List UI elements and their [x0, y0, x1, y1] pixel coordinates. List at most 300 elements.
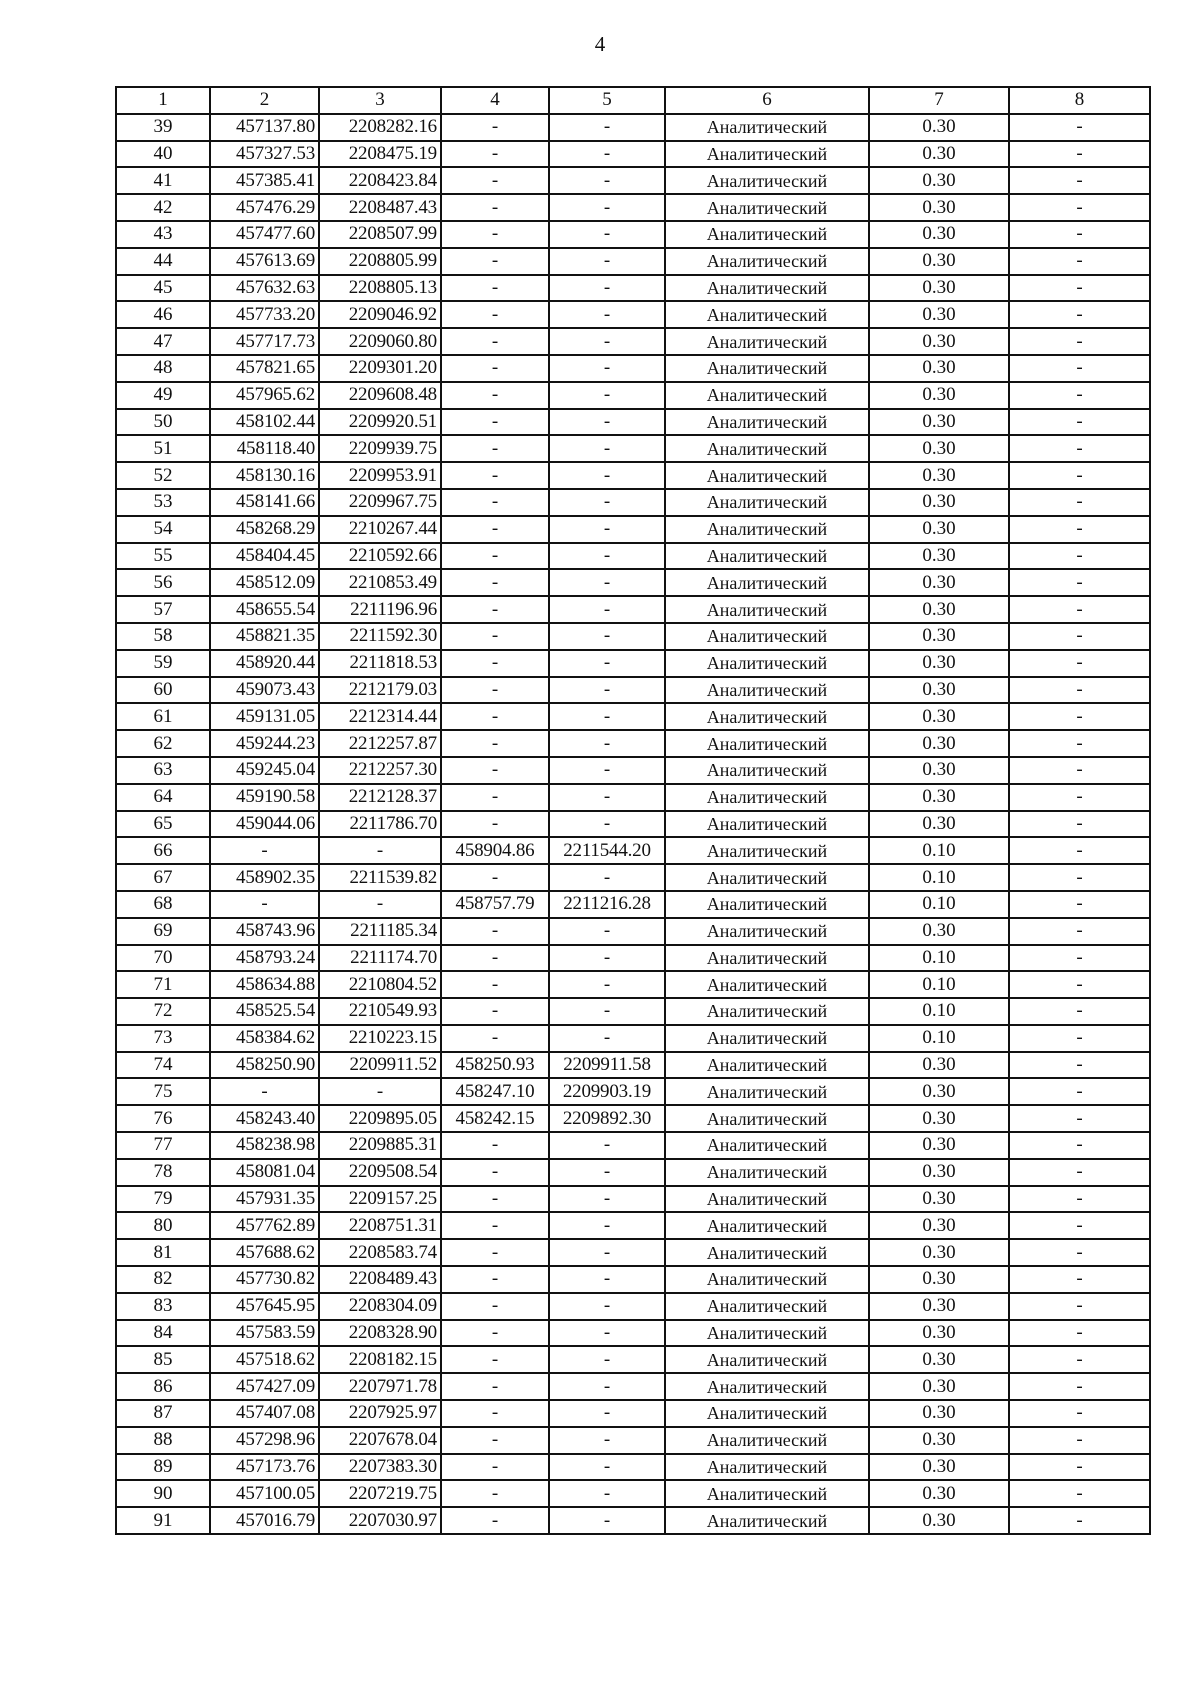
cell-method: Аналитический: [665, 1212, 869, 1239]
cell-y-coordinate: -: [319, 837, 441, 864]
cell-method: Аналитический: [665, 596, 869, 623]
cell-y-coordinate: 2208328.90: [319, 1320, 441, 1347]
cell-x-new-coordinate: 458904.86: [441, 837, 549, 864]
cell-point-number: 75: [116, 1078, 210, 1105]
cell-note: -: [1009, 543, 1150, 570]
cell-point-number: 84: [116, 1320, 210, 1347]
cell-note: -: [1009, 596, 1150, 623]
cell-method: Аналитический: [665, 1052, 869, 1079]
table-row: [116, 275, 1150, 302]
cell-accuracy: 0.30: [869, 1078, 1009, 1105]
cell-y-coordinate: 2208751.31: [319, 1212, 441, 1239]
cell-method: Аналитический: [665, 382, 869, 409]
cell-x-new-coordinate: -: [441, 409, 549, 436]
cell-accuracy: 0.30: [869, 355, 1009, 382]
cell-accuracy: 0.30: [869, 569, 1009, 596]
cell-point-number: 67: [116, 864, 210, 891]
cell-x-new-coordinate: -: [441, 221, 549, 248]
cell-point-number: 56: [116, 569, 210, 596]
cell-note: -: [1009, 1132, 1150, 1159]
cell-point-number: 57: [116, 596, 210, 623]
cell-method: Аналитический: [665, 462, 869, 489]
cell-y-new-coordinate: -: [549, 596, 665, 623]
cell-note: -: [1009, 1480, 1150, 1507]
cell-point-number: 49: [116, 382, 210, 409]
cell-note: -: [1009, 784, 1150, 811]
cell-x-new-coordinate: -: [441, 945, 549, 972]
table-row: [116, 596, 1150, 623]
cell-x-new-coordinate: -: [441, 1373, 549, 1400]
table-row: [116, 569, 1150, 596]
cell-y-new-coordinate: -: [549, 945, 665, 972]
cell-note: -: [1009, 1400, 1150, 1427]
cell-x-coordinate: 457613.69: [210, 248, 319, 275]
cell-x-new-coordinate: -: [441, 730, 549, 757]
table-row: [116, 1427, 1150, 1454]
cell-x-new-coordinate: -: [441, 1480, 549, 1507]
cell-accuracy: 0.30: [869, 730, 1009, 757]
cell-point-number: 41: [116, 167, 210, 194]
table-row: [116, 1025, 1150, 1052]
cell-accuracy: 0.30: [869, 650, 1009, 677]
cell-method: Аналитический: [665, 918, 869, 945]
cell-note: -: [1009, 194, 1150, 221]
cell-y-new-coordinate: -: [549, 971, 665, 998]
cell-accuracy: 0.30: [869, 703, 1009, 730]
table-row: [116, 864, 1150, 891]
header-cell-col-8: 8: [1009, 87, 1150, 114]
cell-method: Аналитический: [665, 167, 869, 194]
cell-x-coordinate: 458238.98: [210, 1132, 319, 1159]
cell-y-new-coordinate: -: [549, 1132, 665, 1159]
cell-note: -: [1009, 1212, 1150, 1239]
cell-x-new-coordinate: -: [441, 1346, 549, 1373]
cell-y-new-coordinate: -: [549, 1373, 665, 1400]
cell-method: Аналитический: [665, 945, 869, 972]
cell-point-number: 45: [116, 275, 210, 302]
cell-x-new-coordinate: -: [441, 1159, 549, 1186]
header-cell-col-6: 6: [665, 87, 869, 114]
cell-method: Аналитический: [665, 1025, 869, 1052]
table-header: [116, 87, 1150, 114]
cell-x-new-coordinate: -: [441, 1239, 549, 1266]
cell-y-coordinate: 2207030.97: [319, 1507, 441, 1534]
cell-accuracy: 0.10: [869, 1025, 1009, 1052]
cell-y-coordinate: 2209911.52: [319, 1052, 441, 1079]
cell-y-coordinate: 2209301.20: [319, 355, 441, 382]
table-row: [116, 462, 1150, 489]
cell-point-number: 79: [116, 1186, 210, 1213]
cell-x-new-coordinate: -: [441, 1025, 549, 1052]
cell-method: Аналитический: [665, 194, 869, 221]
cell-method: Аналитический: [665, 1159, 869, 1186]
cell-y-coordinate: 2208487.43: [319, 194, 441, 221]
cell-y-coordinate: 2212257.87: [319, 730, 441, 757]
cell-y-coordinate: 2211196.96: [319, 596, 441, 623]
cell-y-new-coordinate: -: [549, 677, 665, 704]
table-row: [116, 1400, 1150, 1427]
cell-point-number: 40: [116, 141, 210, 168]
cell-y-new-coordinate: -: [549, 1025, 665, 1052]
cell-point-number: 73: [116, 1025, 210, 1052]
cell-point-number: 58: [116, 623, 210, 650]
cell-x-new-coordinate: -: [441, 301, 549, 328]
cell-x-new-coordinate: -: [441, 703, 549, 730]
cell-accuracy: 0.30: [869, 1239, 1009, 1266]
table-row: [116, 784, 1150, 811]
cell-accuracy: 0.30: [869, 301, 1009, 328]
cell-point-number: 78: [116, 1159, 210, 1186]
cell-note: -: [1009, 1427, 1150, 1454]
cell-note: -: [1009, 864, 1150, 891]
cell-method: Аналитический: [665, 623, 869, 650]
cell-point-number: 61: [116, 703, 210, 730]
cell-point-number: 89: [116, 1454, 210, 1481]
cell-accuracy: 0.10: [869, 945, 1009, 972]
cell-method: Аналитический: [665, 543, 869, 570]
cell-y-new-coordinate: -: [549, 784, 665, 811]
cell-y-coordinate: 2207971.78: [319, 1373, 441, 1400]
cell-accuracy: 0.30: [869, 435, 1009, 462]
cell-method: Аналитический: [665, 1078, 869, 1105]
cell-method: Аналитический: [665, 650, 869, 677]
cell-y-coordinate: 2208507.99: [319, 221, 441, 248]
cell-accuracy: 0.30: [869, 1427, 1009, 1454]
cell-x-new-coordinate: 458757.79: [441, 891, 549, 918]
cell-y-coordinate: 2210592.66: [319, 543, 441, 570]
cell-y-coordinate: 2208583.74: [319, 1239, 441, 1266]
cell-x-new-coordinate: -: [441, 328, 549, 355]
cell-note: -: [1009, 623, 1150, 650]
cell-point-number: 43: [116, 221, 210, 248]
table-row: [116, 1320, 1150, 1347]
cell-point-number: 44: [116, 248, 210, 275]
cell-x-coordinate: 457137.80: [210, 114, 319, 141]
cell-accuracy: 0.30: [869, 623, 1009, 650]
cell-x-new-coordinate: -: [441, 1507, 549, 1534]
cell-point-number: 42: [116, 194, 210, 221]
cell-y-new-coordinate: -: [549, 382, 665, 409]
cell-method: Аналитический: [665, 355, 869, 382]
cell-y-new-coordinate: -: [549, 650, 665, 677]
cell-point-number: 71: [116, 971, 210, 998]
cell-note: -: [1009, 650, 1150, 677]
cell-method: Аналитический: [665, 1454, 869, 1481]
cell-point-number: 80: [116, 1212, 210, 1239]
cell-y-coordinate: 2208475.19: [319, 141, 441, 168]
cell-y-new-coordinate: -: [549, 918, 665, 945]
cell-accuracy: 0.30: [869, 1507, 1009, 1534]
cell-point-number: 66: [116, 837, 210, 864]
table-row: [116, 543, 1150, 570]
cell-x-coordinate: 458655.54: [210, 596, 319, 623]
table-row: [116, 301, 1150, 328]
cell-y-coordinate: 2209157.25: [319, 1186, 441, 1213]
cell-accuracy: 0.10: [869, 864, 1009, 891]
page-number: 4: [594, 32, 606, 56]
cell-method: Аналитический: [665, 677, 869, 704]
cell-accuracy: 0.30: [869, 221, 1009, 248]
cell-note: -: [1009, 1052, 1150, 1079]
cell-y-coordinate: 2212257.30: [319, 757, 441, 784]
cell-note: -: [1009, 355, 1150, 382]
cell-y-coordinate: 2208304.09: [319, 1293, 441, 1320]
cell-method: Аналитический: [665, 1427, 869, 1454]
cell-accuracy: 0.10: [869, 837, 1009, 864]
cell-x-coordinate: 458902.35: [210, 864, 319, 891]
cell-accuracy: 0.30: [869, 462, 1009, 489]
table-body: [116, 114, 1150, 1534]
cell-x-new-coordinate: -: [441, 167, 549, 194]
table-row: [116, 837, 1150, 864]
cell-x-new-coordinate: -: [441, 784, 549, 811]
cell-y-new-coordinate: -: [549, 462, 665, 489]
cell-note: -: [1009, 141, 1150, 168]
cell-y-new-coordinate: -: [549, 221, 665, 248]
table-row: [116, 1212, 1150, 1239]
cell-y-coordinate: 2207219.75: [319, 1480, 441, 1507]
cell-method: Аналитический: [665, 891, 869, 918]
cell-y-coordinate: 2212314.44: [319, 703, 441, 730]
cell-x-new-coordinate: -: [441, 194, 549, 221]
cell-accuracy: 0.30: [869, 811, 1009, 838]
cell-x-coordinate: 458821.35: [210, 623, 319, 650]
cell-note: -: [1009, 489, 1150, 516]
cell-note: -: [1009, 971, 1150, 998]
table-row: [116, 1052, 1150, 1079]
cell-method: Аналитический: [665, 1239, 869, 1266]
cell-x-new-coordinate: -: [441, 248, 549, 275]
cell-note: -: [1009, 435, 1150, 462]
cell-accuracy: 0.30: [869, 409, 1009, 436]
cell-point-number: 55: [116, 543, 210, 570]
table-row: [116, 703, 1150, 730]
cell-y-coordinate: 2211786.70: [319, 811, 441, 838]
cell-x-coordinate: 458404.45: [210, 543, 319, 570]
cell-point-number: 77: [116, 1132, 210, 1159]
cell-point-number: 47: [116, 328, 210, 355]
cell-y-new-coordinate: -: [549, 811, 665, 838]
cell-y-coordinate: 2210804.52: [319, 971, 441, 998]
cell-x-new-coordinate: -: [441, 1293, 549, 1320]
cell-y-new-coordinate: -: [549, 355, 665, 382]
cell-method: Аналитический: [665, 971, 869, 998]
cell-y-coordinate: 2209939.75: [319, 435, 441, 462]
cell-accuracy: 0.30: [869, 543, 1009, 570]
cell-y-new-coordinate: -: [549, 1507, 665, 1534]
cell-note: -: [1009, 1507, 1150, 1534]
cell-point-number: 87: [116, 1400, 210, 1427]
cell-note: -: [1009, 328, 1150, 355]
cell-method: Аналитический: [665, 1507, 869, 1534]
cell-x-new-coordinate: -: [441, 677, 549, 704]
cell-method: Аналитический: [665, 1105, 869, 1132]
cell-y-new-coordinate: -: [549, 167, 665, 194]
cell-y-new-coordinate: -: [549, 194, 665, 221]
table-row: [116, 221, 1150, 248]
cell-method: Аналитический: [665, 114, 869, 141]
cell-y-new-coordinate: -: [549, 1320, 665, 1347]
cell-accuracy: 0.30: [869, 1293, 1009, 1320]
cell-y-coordinate: 2208489.43: [319, 1266, 441, 1293]
cell-x-new-coordinate: -: [441, 1454, 549, 1481]
cell-note: -: [1009, 730, 1150, 757]
cell-point-number: 69: [116, 918, 210, 945]
cell-accuracy: 0.30: [869, 114, 1009, 141]
cell-accuracy: 0.30: [869, 248, 1009, 275]
cell-method: Аналитический: [665, 1266, 869, 1293]
header-cell-col-4: 4: [441, 87, 549, 114]
cell-x-new-coordinate: 458247.10: [441, 1078, 549, 1105]
cell-accuracy: 0.30: [869, 1186, 1009, 1213]
table-row: [116, 1293, 1150, 1320]
cell-x-coordinate: 459044.06: [210, 811, 319, 838]
cell-x-coordinate: 457931.35: [210, 1186, 319, 1213]
cell-x-coordinate: 457477.60: [210, 221, 319, 248]
cell-x-new-coordinate: -: [441, 864, 549, 891]
cell-method: Аналитический: [665, 489, 869, 516]
coordinates-table: [115, 86, 1151, 1535]
cell-accuracy: 0.30: [869, 167, 1009, 194]
cell-note: -: [1009, 918, 1150, 945]
cell-point-number: 81: [116, 1239, 210, 1266]
cell-x-coordinate: 457327.53: [210, 141, 319, 168]
cell-x-new-coordinate: -: [441, 1320, 549, 1347]
cell-point-number: 82: [116, 1266, 210, 1293]
cell-x-coordinate: 458118.40: [210, 435, 319, 462]
cell-method: Аналитический: [665, 1346, 869, 1373]
cell-y-coordinate: 2208805.99: [319, 248, 441, 275]
cell-y-coordinate: 2209060.80: [319, 328, 441, 355]
cell-x-coordinate: 457733.20: [210, 301, 319, 328]
cell-note: -: [1009, 1239, 1150, 1266]
cell-x-coordinate: -: [210, 837, 319, 864]
cell-x-new-coordinate: -: [441, 1212, 549, 1239]
cell-note: -: [1009, 837, 1150, 864]
cell-x-coordinate: 457717.73: [210, 328, 319, 355]
cell-x-new-coordinate: -: [441, 489, 549, 516]
cell-y-coordinate: 2211185.34: [319, 918, 441, 945]
cell-point-number: 63: [116, 757, 210, 784]
cell-note: -: [1009, 1159, 1150, 1186]
cell-point-number: 62: [116, 730, 210, 757]
cell-y-new-coordinate: -: [549, 543, 665, 570]
cell-method: Аналитический: [665, 409, 869, 436]
cell-method: Аналитический: [665, 1186, 869, 1213]
cell-y-new-coordinate: -: [549, 141, 665, 168]
cell-method: Аналитический: [665, 328, 869, 355]
cell-x-new-coordinate: -: [441, 1266, 549, 1293]
cell-x-new-coordinate: -: [441, 516, 549, 543]
cell-y-new-coordinate: -: [549, 998, 665, 1025]
cell-point-number: 60: [116, 677, 210, 704]
cell-accuracy: 0.30: [869, 1480, 1009, 1507]
cell-accuracy: 0.30: [869, 141, 1009, 168]
cell-method: Аналитический: [665, 248, 869, 275]
cell-point-number: 76: [116, 1105, 210, 1132]
cell-method: Аналитический: [665, 435, 869, 462]
cell-note: -: [1009, 221, 1150, 248]
cell-accuracy: 0.30: [869, 1266, 1009, 1293]
table-row: [116, 167, 1150, 194]
cell-accuracy: 0.30: [869, 1212, 1009, 1239]
cell-x-new-coordinate: -: [441, 1400, 549, 1427]
cell-x-coordinate: 458793.24: [210, 945, 319, 972]
cell-y-coordinate: 2210267.44: [319, 516, 441, 543]
cell-note: -: [1009, 1266, 1150, 1293]
cell-x-coordinate: 457476.29: [210, 194, 319, 221]
cell-accuracy: 0.30: [869, 1320, 1009, 1347]
table-row: [116, 677, 1150, 704]
cell-method: Аналитический: [665, 221, 869, 248]
table-row: [116, 1507, 1150, 1534]
cell-x-coordinate: 459073.43: [210, 677, 319, 704]
cell-y-coordinate: 2208182.15: [319, 1346, 441, 1373]
cell-x-coordinate: 459131.05: [210, 703, 319, 730]
cell-x-coordinate: 457385.41: [210, 167, 319, 194]
table-row: [116, 1105, 1150, 1132]
cell-y-new-coordinate: 2211216.28: [549, 891, 665, 918]
cell-x-coordinate: 458102.44: [210, 409, 319, 436]
header-cell-col-3: 3: [319, 87, 441, 114]
cell-x-new-coordinate: -: [441, 382, 549, 409]
cell-note: -: [1009, 409, 1150, 436]
table-row: [116, 757, 1150, 784]
cell-note: -: [1009, 114, 1150, 141]
cell-method: Аналитический: [665, 784, 869, 811]
cell-x-coordinate: 459244.23: [210, 730, 319, 757]
cell-x-coordinate: 457100.05: [210, 1480, 319, 1507]
cell-point-number: 64: [116, 784, 210, 811]
cell-note: -: [1009, 1320, 1150, 1347]
cell-y-new-coordinate: 2209911.58: [549, 1052, 665, 1079]
cell-x-coordinate: 458743.96: [210, 918, 319, 945]
cell-x-coordinate: 457016.79: [210, 1507, 319, 1534]
cell-accuracy: 0.30: [869, 1346, 1009, 1373]
cell-x-coordinate: 457173.76: [210, 1454, 319, 1481]
cell-y-coordinate: 2207925.97: [319, 1400, 441, 1427]
cell-y-coordinate: 2209953.91: [319, 462, 441, 489]
cell-y-new-coordinate: -: [549, 516, 665, 543]
cell-note: -: [1009, 1025, 1150, 1052]
cell-note: -: [1009, 1346, 1150, 1373]
cell-point-number: 59: [116, 650, 210, 677]
cell-y-coordinate: 2208423.84: [319, 167, 441, 194]
cell-y-coordinate: 2211818.53: [319, 650, 441, 677]
cell-x-coordinate: 458141.66: [210, 489, 319, 516]
cell-note: -: [1009, 275, 1150, 302]
cell-y-coordinate: 2208805.13: [319, 275, 441, 302]
cell-x-coordinate: 457407.08: [210, 1400, 319, 1427]
table-row: [116, 1239, 1150, 1266]
cell-y-new-coordinate: -: [549, 301, 665, 328]
cell-note: -: [1009, 516, 1150, 543]
cell-point-number: 90: [116, 1480, 210, 1507]
cell-x-new-coordinate: -: [441, 275, 549, 302]
table-row: [116, 382, 1150, 409]
cell-note: -: [1009, 1186, 1150, 1213]
cell-method: Аналитический: [665, 703, 869, 730]
cell-y-coordinate: 2211539.82: [319, 864, 441, 891]
cell-accuracy: 0.30: [869, 596, 1009, 623]
cell-note: -: [1009, 167, 1150, 194]
cell-x-coordinate: 457730.82: [210, 1266, 319, 1293]
cell-method: Аналитический: [665, 998, 869, 1025]
table-row: [116, 730, 1150, 757]
table-row: [116, 516, 1150, 543]
cell-y-new-coordinate: -: [549, 114, 665, 141]
cell-x-coordinate: 458081.04: [210, 1159, 319, 1186]
